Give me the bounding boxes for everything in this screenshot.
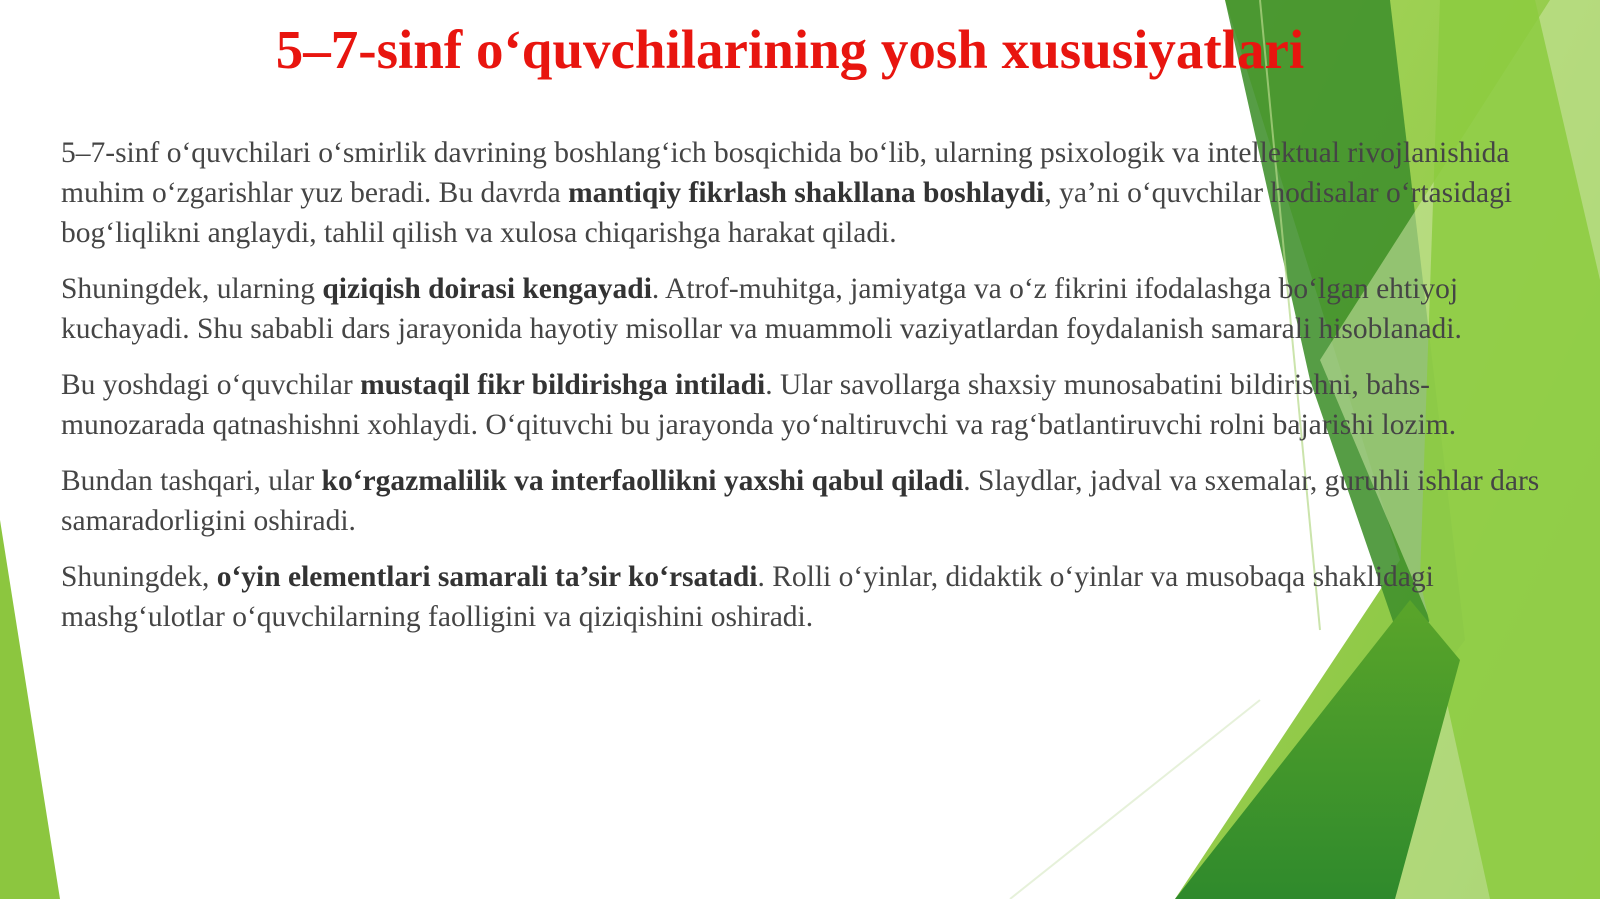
paragraph-text: . Atrof-muhitga, jamiyatga va o‘z fikrini ifodalashga bo‘lgan ehtiyoj kuchayadi. Shu sababli dars jarayonida hayotiy misollar va muammoli vaziyatlardan foydalanish samarali hisoblanadi. — [61, 273, 1462, 345]
paragraph-text: , ya’ni o‘quvchilar hodisalar o‘rtasidagi bog‘liqlikni anglaydi, tahlil qilish va xulosa chiqarishga harakat qiladi. — [61, 177, 1513, 249]
paragraph-highlight: qiziqish doirasi kengayadi — [322, 273, 652, 305]
paragraph-text: Shuningdek, — [61, 561, 217, 593]
paragraph-text: . Slaydlar, jadval va sxemalar, guruhli ishlar dars samaradorligini oshiradi. — [61, 465, 1540, 537]
paragraph-interests — [61, 269, 1556, 349]
paragraph-highlight: o‘yin elementlari samarali ta’sir ko‘rsatadi — [216, 561, 758, 593]
paragraph-highlight: ko‘rgazmalilik va interfaollikni yaxshi qabul qiladi — [321, 465, 964, 497]
paragraph-visual-interactive — [61, 461, 1556, 541]
slide-body — [61, 133, 1556, 653]
left-edge-green-triangle — [0, 520, 60, 899]
paragraph-text: Shuningdek, ularning — [61, 273, 323, 305]
paragraph-text: . Rolli o‘yinlar, didaktik o‘yinlar va musobaqa shaklidagi mashg‘ulotlar o‘quvchilarning faolligini va qiziqishini oshiradi. — [61, 561, 1434, 633]
paragraph-game-elements — [61, 557, 1556, 637]
paragraph-text: 5–7-sinf o‘quvchilari o‘smirlik davrining boshlang‘ich bosqichida bo‘lib, ularning psixologik va intellektual rivojlanishida muhim o‘zgarishlar yuz beradi. Bu davrda — [61, 137, 1510, 209]
paragraph-text: . Ular savollarga shaxsiy munosabatini bildirishni, bahs-munozarada qatnashishni xohlaydi. O‘qituvchi bu jarayonda yo‘naltiruvchi va rag‘batlantiruvchi rolni bajarishi lozim. — [61, 369, 1457, 441]
paragraph-highlight: mustaqil fikr bildirishga intiladi — [360, 369, 766, 401]
slide-title: 5–7-sinf o‘quvchilarining yosh xususiyatlari — [275, 19, 1305, 80]
paragraph-text: Bundan tashqari, ular — [61, 465, 322, 497]
paragraph-logical-thinking — [61, 133, 1556, 253]
paragraph-independent-thinking — [61, 365, 1556, 445]
paragraph-text: Bu yoshdagi o‘quvchilar — [61, 369, 361, 401]
paragraph-highlight: mantiqiy fikrlash shakllana boshlaydi — [568, 177, 1045, 209]
